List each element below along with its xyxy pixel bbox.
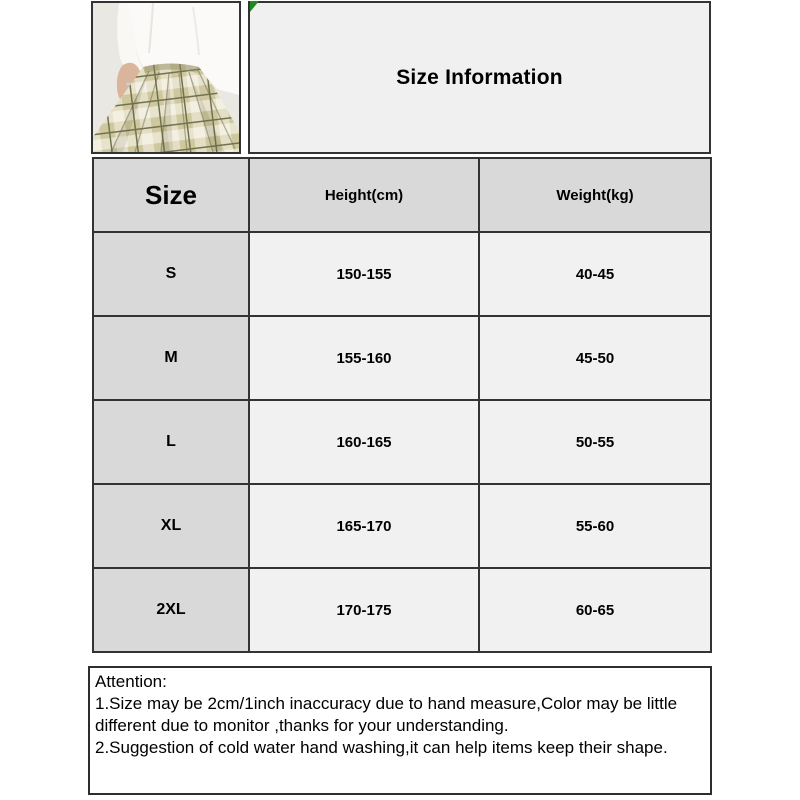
column-header-size: Size bbox=[93, 158, 249, 232]
size-cell: M bbox=[93, 316, 249, 400]
attention-note bbox=[88, 666, 712, 795]
weight-cell: 60-65 bbox=[479, 568, 711, 652]
size-information-header bbox=[248, 1, 711, 154]
weight-cell: 50-55 bbox=[479, 400, 711, 484]
table-row-2xl bbox=[93, 568, 711, 652]
attention-line-2: different due to monitor ,thanks for your understanding. bbox=[95, 716, 509, 735]
size-cell: XL bbox=[93, 484, 249, 568]
size-table bbox=[92, 157, 712, 653]
plaid-skirt-photo bbox=[93, 3, 239, 152]
table-row-xl bbox=[93, 484, 711, 568]
table-row-l bbox=[93, 400, 711, 484]
weight-cell: 55-60 bbox=[479, 484, 711, 568]
product-photo-cell bbox=[91, 1, 241, 154]
height-cell: 170-175 bbox=[249, 568, 479, 652]
height-cell: 155-160 bbox=[249, 316, 479, 400]
size-cell: 2XL bbox=[93, 568, 249, 652]
table-row-s bbox=[93, 232, 711, 316]
column-header-weight: Weight(kg) bbox=[479, 158, 711, 232]
height-cell: 150-155 bbox=[249, 232, 479, 316]
attention-title: Attention: bbox=[95, 672, 167, 691]
height-cell: 165-170 bbox=[249, 484, 479, 568]
height-cell: 160-165 bbox=[249, 400, 479, 484]
size-cell: S bbox=[93, 232, 249, 316]
column-header-height: Height(cm) bbox=[249, 158, 479, 232]
weight-cell: 45-50 bbox=[479, 316, 711, 400]
attention-line-3: 2.Suggestion of cold water hand washing,it can help items keep their shape. bbox=[95, 738, 668, 757]
size-cell: L bbox=[93, 400, 249, 484]
size-table-header-row bbox=[93, 158, 711, 232]
attention-line-1: 1.Size may be 2cm/1inch inaccuracy due to hand measure,Color may be little bbox=[95, 694, 678, 713]
table-row-m bbox=[93, 316, 711, 400]
weight-cell: 40-45 bbox=[479, 232, 711, 316]
page-title: Size Information bbox=[396, 65, 563, 89]
